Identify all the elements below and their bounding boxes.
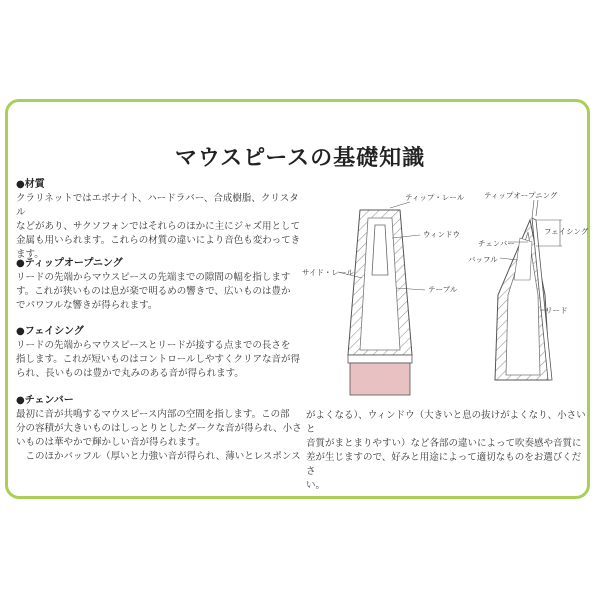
section-body: 最初に音が共鳴するマウスピース内部の空間を指します。この部 分の容積が大きいものはしっとりとしたダークな音が得られ、小さ いものは華やかで輝かしい音が得られます。 このほかバッフル（厚いと力強い音が得られ、薄いとレスポンス xyxy=(16,409,302,462)
label-chamber: チェンバー xyxy=(478,239,515,248)
section-tip-opening xyxy=(16,257,306,313)
section-heading: ●チェンバー xyxy=(16,395,74,406)
label-side-rail: サイド・レール xyxy=(302,268,354,277)
section-chamber xyxy=(16,394,306,464)
label-baffle: バッフル xyxy=(468,255,498,264)
section-material xyxy=(16,178,306,262)
section-body: リードの先端からマウスピースの先端までの隙間の幅を指します す。これが狭いものは息が楽で明るめの響きで、広いものは豊か でパワフルな響きが得られます。 xyxy=(16,272,291,311)
label-tip-opening: ティップオープニング xyxy=(484,191,558,200)
label-table: テーブル xyxy=(428,285,458,294)
section-heading: ●フェイシング xyxy=(16,326,84,337)
section-body: リードの先端からマウスピースとリードが接する点までの長さを 指します。これが短いものはコントロールしやすくクリアな音が得 られ、長いものは豊かで丸みのある音が得られます。 xyxy=(16,340,301,379)
label-facing: フェイシング xyxy=(544,227,589,236)
section-facing xyxy=(16,325,306,381)
section-body: クラリネットではエボナイト、ハードラバー、合成樹脂、クリスタル などがあり、サクソフォンではそれらのほかに主にジャズ用として 金属も用いられます。これらの材質の違いにより音色も変わってき ます。 xyxy=(16,193,301,260)
section-heading: ●ティップオープニング xyxy=(16,258,123,269)
label-reed: リード xyxy=(545,306,568,315)
section-heading: ●材質 xyxy=(16,179,45,190)
continuation-text: がよくなる）、ウィンドウ（大きいと息の抜けがよくなり、小さいと 音質がまとまりやすい）など各部の違いによって吹奏感や音質に 差が生じますので、好みと用途によって適切なものをお選びくださ い。 xyxy=(306,410,586,491)
label-tip-rail: ティップ・レール xyxy=(405,193,465,202)
page-title: マウスピースの基礎知識 xyxy=(174,146,426,171)
cork-band xyxy=(350,363,410,395)
mouthpiece-front-view xyxy=(348,210,412,395)
label-window: ウィンドウ xyxy=(423,230,461,239)
mouthpiece-diagram xyxy=(300,180,590,405)
